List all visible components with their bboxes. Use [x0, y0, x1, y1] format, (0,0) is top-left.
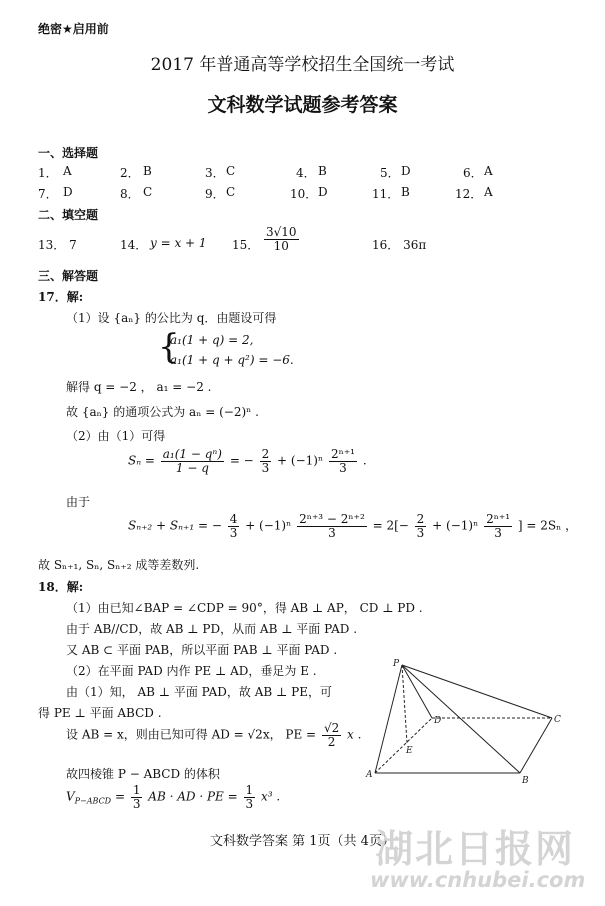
fill-q13: 13． 7 — [38, 238, 77, 252]
choice-num: 11． — [372, 187, 400, 201]
vol-sub: P−ABCD — [74, 796, 112, 806]
choice-num: 10． — [290, 187, 318, 201]
l7-text: 设 AB = x，则由已知可得 AD = √2x， PE = — [66, 727, 317, 742]
fill-q15-fraction — [262, 226, 301, 252]
sum-eq2: = 2[− — [372, 518, 409, 533]
l7-end: x . — [347, 727, 362, 742]
vol-eq: = — [114, 789, 125, 804]
choice-num: 8． — [120, 187, 140, 201]
choice-num: 1． — [38, 166, 58, 180]
choice-answer: C — [226, 185, 236, 199]
sum-mid: + (−1)ⁿ — [245, 518, 292, 533]
choice-num: 4． — [296, 166, 316, 180]
vol-frac2-den: 3 — [245, 796, 254, 811]
section-choice: 一、选择题 — [38, 146, 99, 160]
q18-line8: 故四棱锥 P − ABCD 的体积 — [66, 767, 220, 781]
sum-frac4-den: 3 — [494, 525, 502, 540]
choice-answer: C — [226, 164, 236, 178]
label-C: C — [554, 715, 561, 725]
vol-frac1-num: 1 — [132, 783, 141, 797]
q17-part1: （1）设 {aₙ} 的公比为 q．由题设可得 — [66, 311, 277, 325]
choice-answer: C — [143, 185, 153, 199]
fill-q14-num: 14． — [120, 238, 148, 252]
q15-denominator: 10 — [273, 238, 289, 253]
edge-PD — [402, 665, 432, 718]
sum-frac4-num: 2ⁿ⁺¹ — [486, 512, 511, 526]
sum-lhs: Sₙ₊₂ + Sₙ₊₁ = − — [128, 518, 222, 533]
q18-line6: 得 PE ⊥ 平面 ABCD . — [38, 706, 162, 720]
q17-eq2: a₁(1 + q + q²) = −6. — [170, 353, 294, 367]
choice-answer: D — [401, 164, 411, 178]
sum-frac1-num: 4 — [229, 512, 238, 526]
system-brace: { — [158, 327, 180, 367]
vol-mid: AB · AD · PE = — [148, 789, 238, 804]
sum-frac2-num: 2ⁿ⁺³ − 2ⁿ⁺² — [299, 512, 365, 526]
page-footer: 文科数学答案 第 1页（共 4页） — [210, 834, 395, 849]
section-solve: 三、解答题 — [38, 269, 99, 283]
sn-frac2-num: 2 — [261, 447, 270, 461]
choice-answer: B — [401, 185, 410, 199]
sum-frac2-den: 3 — [328, 525, 336, 540]
fill-q16: 16． 36π — [372, 238, 427, 252]
sn-eq: = − — [229, 453, 254, 468]
choice-answer: D — [63, 185, 73, 199]
sn-frac3-num: 2ⁿ⁺¹ — [331, 447, 355, 461]
vol-frac1-den: 3 — [132, 796, 141, 811]
choice-answer: B — [318, 164, 327, 178]
doc-title: 文科数学试题参考答案 — [207, 94, 398, 116]
pyramid-figure — [360, 655, 570, 795]
q17-number: 17． — [38, 290, 67, 304]
section-fill: 二、填空题 — [38, 208, 99, 222]
q17-general: 故 {aₙ} 的通项公式为 aₙ = (−2)ⁿ . — [66, 405, 259, 419]
pe-frac-den: 2 — [327, 734, 336, 749]
secrecy-label: 绝密★启用前 — [38, 22, 109, 36]
choice-num: 12． — [455, 187, 483, 201]
choice-num: 5． — [380, 166, 400, 180]
q18-label — [38, 578, 83, 595]
choice-num: 7． — [38, 187, 58, 201]
q18-line1: （1）由已知∠BAP = ∠CDP = 90°，得 AB ⊥ AP， CD ⊥ PD . — [66, 601, 423, 615]
label-E: E — [406, 746, 413, 756]
q17-sum-formula — [128, 513, 577, 539]
sn-frac1-num: a₁(1 − qⁿ) — [162, 447, 222, 461]
q18-line4: （2）在平面 PAD 内作 PE ⊥ AD，垂足为 E . — [66, 664, 317, 678]
sn-end: . — [362, 453, 367, 468]
choice-answer: A — [484, 164, 493, 178]
edge-PA — [375, 665, 402, 773]
choice-answer: A — [63, 164, 72, 178]
choice-num: 3． — [205, 166, 225, 180]
q18-line3: 又 AB ⊂ 平面 PAB，所以平面 PAB ⊥ 平面 PAD . — [66, 643, 338, 657]
q18-volume — [66, 784, 280, 810]
sum-end: ] = 2Sₙ ， — [517, 518, 578, 533]
watermark-cn: 湖北日报网 — [375, 827, 576, 871]
watermark-url: www.cnhubei.com — [370, 868, 586, 892]
q18-line5: 由（1）知， AB ⊥ 平面 PAD，故 AB ⊥ PE，可 — [66, 685, 332, 699]
q17-solve: 解得 q = −2 ， a₁ = −2 . — [66, 380, 212, 394]
q18-line2: 由于 AB//CD，故 AB ⊥ PD，从而 AB ⊥ 平面 PAD . — [66, 622, 358, 636]
label-B: B — [522, 776, 529, 786]
q17-eq1: a₁(1 + q) = 2, — [170, 333, 254, 347]
sn-frac1-den: 1 − q — [175, 460, 209, 475]
exam-title: 2017 年普通高等学校招生全国统一考试 — [150, 55, 455, 75]
vol-v: V — [66, 789, 75, 804]
sum-mid2: + (−1)ⁿ — [432, 518, 479, 533]
sn-frac2-den: 3 — [261, 460, 270, 475]
label-P: P — [393, 659, 400, 669]
pe-frac-num: √2 — [323, 721, 340, 735]
choice-num: 9． — [205, 187, 225, 201]
label-D: D — [434, 716, 442, 726]
choice-answer: D — [318, 185, 328, 199]
q18-line7 — [66, 722, 361, 748]
vol-end: x³ . — [260, 789, 281, 804]
choice-num: 6． — [463, 166, 483, 180]
sum-frac1-den: 3 — [229, 525, 238, 540]
label-A: A — [366, 770, 373, 780]
q17-label — [38, 288, 83, 305]
choice-answer: A — [484, 185, 493, 199]
sn-lhs: Sₙ = — [128, 453, 155, 468]
segment-PE — [402, 665, 407, 743]
q17-part2: （2）由（1）可得 — [66, 429, 166, 443]
sn-mid: + (−1)ⁿ — [277, 453, 324, 468]
edge-PC — [402, 665, 552, 718]
sum-frac3-num: 2 — [416, 512, 425, 526]
sn-frac3-den: 3 — [339, 460, 347, 475]
sum-frac3-den: 3 — [416, 525, 425, 540]
choice-num: 2． — [120, 166, 140, 180]
q17-jie: 解: — [66, 290, 84, 304]
q17-since: 由于 — [66, 495, 91, 509]
q17-sn-formula — [128, 448, 367, 474]
q17-conclusion: 故 Sₙ₊₁, Sₙ, Sₙ₊₂ 成等差数列. — [38, 558, 200, 572]
edge-AD — [375, 718, 432, 773]
watermark-logo — [375, 818, 575, 873]
fill-q15-num: 15． — [232, 238, 260, 252]
fill-q14: y = x + 1 — [150, 236, 207, 250]
edge-BC — [520, 718, 552, 773]
q18-number: 18． — [38, 580, 67, 594]
q15-numerator: 3√10 — [266, 225, 297, 239]
edge-PB — [402, 665, 520, 773]
vol-frac2-num: 1 — [245, 783, 254, 797]
q18-jie: 解: — [66, 580, 84, 594]
choice-answer: B — [143, 164, 152, 178]
